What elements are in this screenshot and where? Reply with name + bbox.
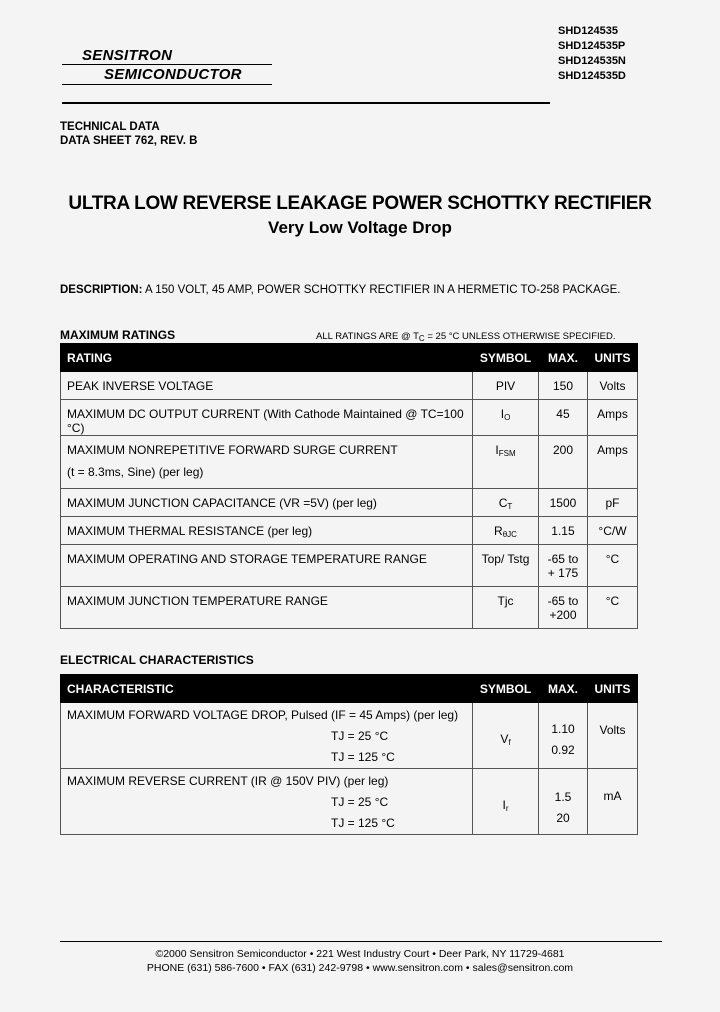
description	[60, 284, 620, 296]
page-subtitle: Very Low Voltage Drop	[268, 218, 452, 237]
symbol-cell: $I_{FSM}$	[473, 436, 539, 489]
col-header: SYMBOL	[473, 344, 539, 372]
table-row	[61, 703, 638, 769]
company-name: SENSITRON	[82, 47, 173, 64]
max-cell: 1.10 0.92	[539, 703, 588, 769]
units-cell: °C	[587, 587, 637, 629]
rating-cell: MAXIMUM NONREPETITIVE FORWARD SURGE CURRENT (t = 8.3ms, Sine) (per leg)	[61, 436, 473, 489]
ratings-note: ALL RATINGS ARE @ $T_C = 25$ °C UNLESS OTHERWISE SPECIFIED.	[316, 331, 616, 343]
symbol-cell: Tjc	[473, 587, 539, 629]
col-header: CHARACTERISTIC	[61, 675, 473, 703]
symbol-cell: $C_T$	[473, 489, 539, 517]
electrical-title: ELECTRICAL CHARACTERISTICS	[60, 653, 254, 667]
rating-cell: MAXIMUM JUNCTION TEMPERATURE RANGE	[61, 587, 473, 629]
footer-contact: PHONE (631) 586-7600 • FAX (631) 242-9798 • www.sensitron.com • sales@sensitron.com	[146, 962, 574, 974]
table-header-row	[61, 675, 638, 703]
max-ratings-table	[60, 343, 638, 629]
max-cell: 150	[539, 372, 588, 400]
max-cell: -65 to + 175	[539, 545, 588, 587]
part-number: SHD124535N	[558, 55, 626, 67]
max-cell: 45	[539, 400, 588, 436]
col-header: SYMBOL	[473, 675, 539, 703]
symbol-cell: PIV	[473, 372, 539, 400]
logo-rule	[62, 64, 272, 65]
units-cell: Volts	[587, 703, 637, 769]
symbol-cell: Top/ Tstg	[473, 545, 539, 587]
symbol-cell: $I_r$	[473, 769, 539, 835]
units-cell: °C/W	[587, 517, 637, 545]
part-number: SHD124535D	[558, 70, 626, 82]
units-cell: Amps	[587, 436, 637, 489]
table-row	[61, 436, 638, 489]
tech-data-line: TECHNICAL DATA	[60, 121, 160, 133]
rating-cell: MAXIMUM DC OUTPUT CURRENT (With Cathode Maintained @ TC=100 °C)	[61, 400, 473, 436]
characteristic-cell: MAXIMUM FORWARD VOLTAGE DROP, Pulsed (IF = 45 Amps) (per leg) TJ = 25 °C TJ = 125 °C	[61, 703, 473, 769]
part-number: SHD124535	[558, 25, 618, 37]
col-header: RATING	[61, 344, 473, 372]
characteristic-cell: MAXIMUM REVERSE CURRENT (IR @ 150V PIV) (per leg) TJ = 25 °C TJ = 125 °C	[61, 769, 473, 835]
part-numbers	[558, 24, 626, 84]
table-row	[61, 372, 638, 400]
max-ratings-title: MAXIMUM RATINGS	[60, 328, 176, 342]
units-cell: mA	[587, 769, 637, 835]
description-label: DESCRIPTION:	[60, 284, 143, 296]
description-text: A 150 VOLT, 45 AMP, POWER SCHOTTKY RECTIFIER IN A HERMETIC TO-258 PACKAGE.	[142, 284, 621, 296]
table-row	[61, 769, 638, 835]
header-rule	[62, 102, 550, 104]
footer-address: ©2000 Sensitron Semiconductor • 221 West Industry Court • Deer Park, NY 11729-4681	[155, 948, 565, 960]
symbol-cell: $I_O$	[473, 400, 539, 436]
datasheet-line: DATA SHEET 762, REV. B	[60, 135, 198, 147]
units-cell: °C	[587, 545, 637, 587]
page-title: ULTRA LOW REVERSE LEAKAGE POWER SCHOTTKY RECTIFIER	[68, 193, 652, 214]
part-number: SHD124535P	[558, 40, 626, 52]
symbol-cell: $V_f$	[473, 703, 539, 769]
units-cell: pF	[587, 489, 637, 517]
col-header: UNITS	[587, 675, 637, 703]
tech-data	[60, 120, 197, 148]
rating-cell: MAXIMUM JUNCTION CAPACITANCE (VR =5V) (per leg)	[61, 489, 473, 517]
rating-cell: MAXIMUM OPERATING AND STORAGE TEMPERATURE RANGE	[61, 545, 473, 587]
col-header: UNITS	[587, 344, 637, 372]
symbol-cell: $R_{\theta JC}$	[473, 517, 539, 545]
footer-rule	[60, 941, 662, 942]
table-row	[61, 587, 638, 629]
table-row	[61, 400, 638, 436]
logo-rule	[62, 84, 272, 85]
table-row	[61, 517, 638, 545]
table-header-row	[61, 344, 638, 372]
max-cell: 1500	[539, 489, 588, 517]
rating-cell: PEAK INVERSE VOLTAGE	[61, 372, 473, 400]
units-cell: Volts	[587, 372, 637, 400]
max-cell: 1.5 20	[539, 769, 588, 835]
electrical-table	[60, 674, 638, 835]
table-row	[61, 489, 638, 517]
max-cell: 200	[539, 436, 588, 489]
units-cell: Amps	[587, 400, 637, 436]
table-row	[61, 545, 638, 587]
rating-cell: MAXIMUM THERMAL RESISTANCE (per leg)	[61, 517, 473, 545]
max-cell: -65 to +200	[539, 587, 588, 629]
col-header: MAX.	[539, 675, 588, 703]
company-subname: SEMICONDUCTOR	[104, 66, 242, 83]
max-cell: 1.15	[539, 517, 588, 545]
col-header: MAX.	[539, 344, 588, 372]
